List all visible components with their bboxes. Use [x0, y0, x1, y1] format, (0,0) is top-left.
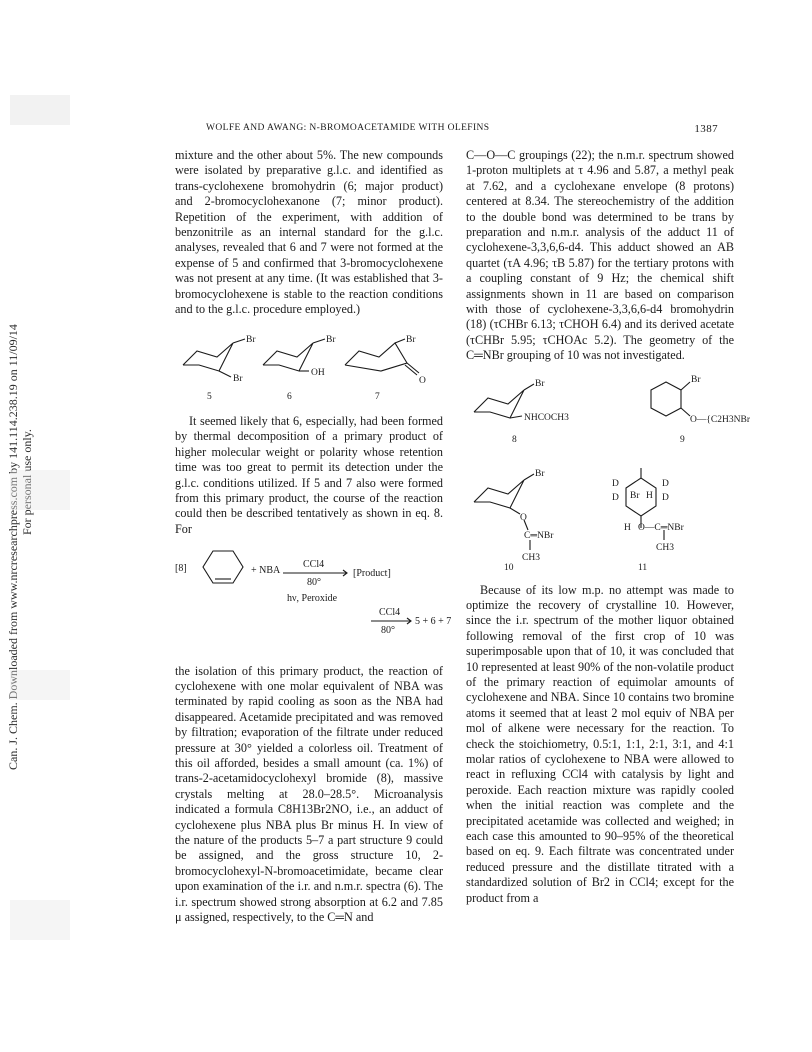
- structure-8-label-a: Br: [535, 378, 545, 389]
- structure-11-label-o: O—C═NBr: [638, 523, 684, 534]
- paragraph: the isolation of this primary product, the reaction of cyclohexene with one molar equivalent of NBA was terminated by rapid cooling as soon as the NBA had disappeared. Acetamide precipitated and was removed by filtration; evaporation of the filtrate under reduced pressure at 30° yielded a colorless oil. Treatment of this oil afforded, besides a small amount (ca. 1%) of trans-2-acetamidocyclohexyl bromide (8), massive crystals melting at 28.0–28.5°. Microanalysis indicated a formula C8H13Br2NO, i.e., an adduct of cyclohexene plus NBA plus Br minus H. In view of the nature of the products 5–7 a part structure 9 could be assigned, and the gross structure 10, 2-bromocyclohexyl-N-bromoacetimidate, became clear upon examination of the i.r. and n.m.r. spectra (6). The i.r. spectrum showed strong absorption at 6.2 and 7.85 μ assigned, respectively, to the C═N and: [175, 663, 443, 925]
- structure-10-number: 10: [504, 563, 514, 574]
- structure-7-number: 7: [375, 392, 380, 403]
- structure-5-number: 5: [207, 392, 212, 403]
- structure-9-label-a: Br: [691, 374, 701, 385]
- structure-11-number: 11: [638, 563, 648, 574]
- right-column: [466, 148, 750, 906]
- paragraph: mixture and the other about 5%. The new compounds were isolated by preparative g.l.c. and identified as trans-cyclohexene bromohydrin (6; major product) and 2-bromocyclohexanone (7; minor product). Repetition of the experiment, with addition of benzonitrile as an internal standard for the g.l.c. analyses, revealed that 6 and 7 were not formed at the expense of 5 and confirmed that 3-bromocyclohexene was not present at any time. (It was established that 3-bromocyclohexene is stable to the reaction conditions and to the g.l.c. procedure employed.): [175, 148, 443, 317]
- structure-8-number: 8: [512, 434, 517, 445]
- structure-11-label-d3: D: [662, 479, 669, 490]
- structures-8-9: [466, 370, 750, 454]
- structure-11-label-d4: D: [662, 493, 669, 504]
- structure-6-label-b: OH: [311, 368, 325, 379]
- scan-artifact: [10, 670, 70, 700]
- equation-8-drawing: [175, 543, 452, 653]
- structures-5-6-7-drawing: [175, 323, 443, 403]
- structure-10-label-c: C═NBr: [524, 531, 554, 542]
- structure-11-label-h2: H: [624, 523, 631, 534]
- structure-7-label-a: Br: [406, 335, 416, 346]
- equation-2-products: 5 + 6 + 7: [415, 616, 452, 628]
- structure-11-label-d2: D: [612, 493, 619, 504]
- structures-10-11: [466, 460, 734, 576]
- scan-artifact: [10, 900, 70, 940]
- download-watermark: [6, 70, 34, 770]
- equation-condition-under: hν, Peroxide: [287, 593, 338, 605]
- scan-artifact: [10, 95, 70, 125]
- paragraph: It seemed likely that 6, especially, had been formed by thermal decomposition of a primary product of higher molecular weight or polarity whose retention time was too great to permit its detection under the g.l.c. conditions utilized. If 5 and 7 also were formed from this primary product, the course of the reaction could then be described tentatively as shown in eq. 8. For: [175, 413, 443, 536]
- equation-condition-bottom: 80°: [307, 577, 321, 589]
- structures-5-6-7: [175, 323, 443, 407]
- scan-artifact: [10, 470, 70, 510]
- equation-2-condition-bottom: 80°: [381, 625, 395, 637]
- paragraph: Because of its low m.p. no attempt was made to optimize the recovery of crystalline 10. However, since the i.r. spectrum of the mother liquor obtained following removal of the first crop of 10 was superimposable upon that of 10, it was concluded that 10 represented at least 90% of the non-volatile product of the primary reaction of equimolar amounts of cyclohexene and NBA. Since 10 contains two bromine atoms it seemed that at least 2 mol equiv of NBA per mol of alkene were necessary for the reaction. To check the stoichiometry, 0.5:1, 1:1, 2:1, 3:1, and 4:1 molar ratios of cyclohexene to NBA were allowed to react in refluxing CCl4 with catalysis by light and peroxide. Each reaction mixture was rapidly cooled when the initial reaction was complete and the precipitated acetamide was collected and weighed; in each case this amounted to 90–95% of the theoretical based on eq. 9. Each filtrate was concentrated under reduced pressure and the distillate titrated with a standardized solution of Br2 in CCl4; except for the product from a: [466, 582, 734, 905]
- structure-6-label-a: Br: [326, 335, 336, 346]
- structure-5-label-a: Br: [246, 335, 256, 346]
- equation-reagent: + NBA: [251, 565, 281, 577]
- left-column: [175, 148, 452, 925]
- structures-10-11-drawing: [466, 460, 734, 572]
- structure-5-label-b: Br: [233, 374, 243, 385]
- equation-number: [8]: [175, 563, 187, 575]
- equation-product: [Product]: [353, 568, 391, 580]
- structures-8-9-drawing: [466, 370, 750, 450]
- equation-condition-top: CCl4: [303, 559, 325, 571]
- structure-11-label-h1: H: [646, 491, 653, 502]
- structure-6-number: 6: [287, 392, 292, 403]
- paragraph: C—O—C groupings (22); the n.m.r. spectrum showed 1-proton multiplets at τ 4.96 and 5.87, a methyl peak at 7.62, and a cyclohexane envelope (8 protons) centered at 8.34. The stereochemistry of the addition to the double bond was determined to be trans by preparation and n.m.r. analysis of the adduct 11 of cyclohexene-3,3,6,6-d4. This adduct showed an AB quartet (τA 4.96; τB 5.87) for the tertiary protons with a coupling constant of 9 Hz; the chemical shift assignments shown in 11 are based on comparison with those of cyclohexene-3,3,6,6-d4 bromohydrin (18) (τCHBr 6.13; τCHOH 6.4) and its derived acetate (τCHBr 5.95; τCHOAc 5.2). The geometry of the C═NBr grouping of 10 was not investigated.: [466, 148, 734, 363]
- equation-8: [175, 543, 452, 657]
- structure-11-label-ch3: CH3: [656, 543, 674, 554]
- structure-7-label-b: O: [419, 376, 426, 387]
- running-title: WOLFE AND AWANG: N-BROMOACETAMIDE WITH OLEFINS: [206, 123, 490, 133]
- page-number: 1387: [694, 123, 718, 135]
- structure-11-label-d1: D: [612, 479, 619, 490]
- watermark-line-1: Can. J. Chem. Downloaded from www.nrcresearchpress.com by 141.114.238.19 on 11/09/14: [6, 324, 20, 770]
- structure-10-label-b: O: [520, 513, 527, 524]
- structure-8-label-b: NHCOCH3: [524, 412, 569, 423]
- structure-9-label-b: O—{C2H3NBr: [690, 414, 750, 425]
- equation-2-condition-top: CCl4: [379, 607, 401, 619]
- structure-10-label-a: Br: [535, 469, 545, 480]
- structure-10-label-d: CH3: [522, 553, 540, 564]
- watermark-line-2: For personal use only.: [20, 429, 34, 535]
- structure-11-label-br: Br: [630, 491, 640, 502]
- structure-9-number: 9: [680, 434, 685, 445]
